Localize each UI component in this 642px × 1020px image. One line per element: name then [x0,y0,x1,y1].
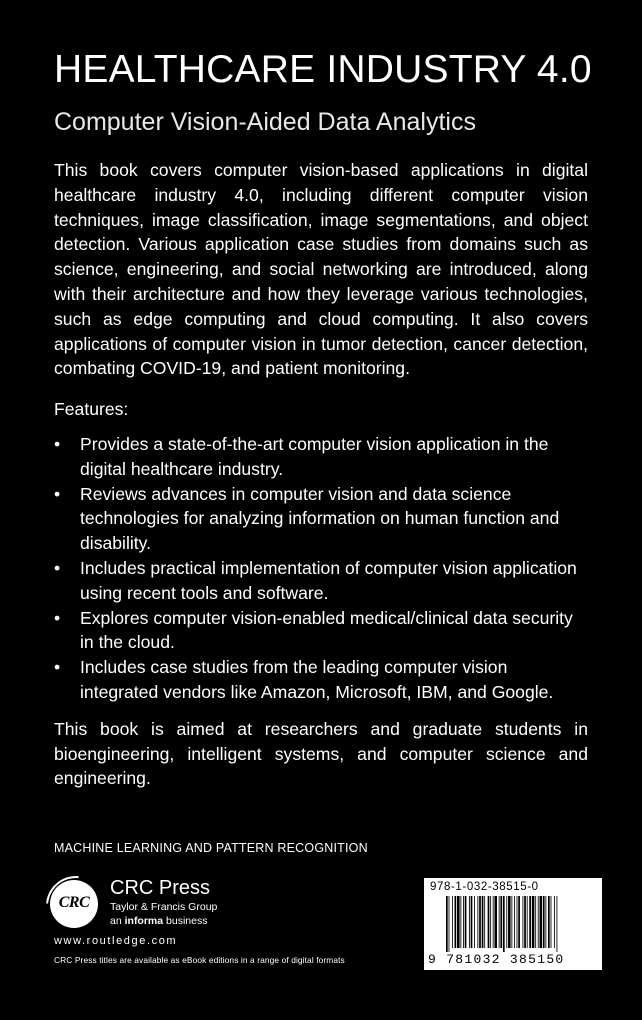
business-prefix: an [110,915,125,927]
barcode-bar [499,896,500,948]
barcode-bar [506,896,507,948]
barcode-bar [545,896,546,948]
barcode-bar [455,896,457,948]
barcode-bar [518,896,520,948]
barcode-bar [465,896,467,948]
barcode-bar [543,896,545,948]
back-cover-text [54,158,588,791]
barcode-bar [477,896,478,948]
barcode-bar [449,896,450,952]
barcode-bar [500,896,502,948]
isbn-barcode [424,878,602,970]
barcode-bar [532,896,535,948]
barcode-bar [529,896,531,948]
crc-logo-icon [50,880,98,928]
barcode-bar [452,896,453,948]
barcode-bar [474,896,475,948]
barcode-bars-icon [444,896,594,952]
barcode-bar [484,896,485,948]
feature-item: • Includes case studies from the leading computer vision integrated vendors like Amazon, Microsoft, IBM, and Google. [54,655,588,705]
publisher-business [110,916,207,927]
feature-item: • Reviews advances in computer vision and data science technologies for analyzing information on human function and disability. [54,482,588,556]
feature-item: • Explores computer vision-enabled medical/clinical data security in the cloud. [54,606,588,656]
logo-mark-text: CRC [58,894,90,911]
barcode-bar [523,896,524,948]
barcode-bar [482,896,484,948]
audience-statement: This book is aimed at researchers and graduate students in bioengineering, intelligent systems, and computer science and engineering. [54,718,588,789]
features-list [54,432,588,705]
barcode-bar [493,896,494,948]
barcode-bar [469,896,470,948]
barcode-bar [514,896,515,948]
barcode-bar [548,896,550,948]
publisher-name: CRC Press [110,877,211,899]
feature-item: • Includes practical implementation of computer vision application using recent tools and software. [54,556,588,606]
book-description: This book covers computer vision-based applications in digital healthcare industry 4.0, including different computer vision techniques, image classification, image segmentations, and object detection. Various application case studies from domains such as science, engineering, and social networking are introduced, along with their architecture and how they leverage various technologies, such as edge computing and cloud computing. It also covers applications of computer vision in tumor detection, cancer detection, combating COVID-19, and patient monitoring. [54,160,588,379]
barcode-bar [463,896,464,948]
barcode-bar [538,896,539,948]
business-brand: informa [124,915,164,927]
barcode-bar [479,896,481,948]
barcode-bar [457,896,460,948]
features-heading: Features: [54,399,129,420]
feature-item: • Provides a state-of-the-art computer vision application in the digital healthcare industry. [54,432,588,482]
barcode-bar [524,896,526,948]
barcode-bar [540,896,543,948]
barcode-bar [503,896,505,952]
barcode-bar [557,896,558,952]
barcode-bar [508,896,511,948]
business-suffix: business [163,915,208,927]
barcode-bar [488,896,490,948]
barcode-bar [551,896,552,948]
barcode-bar [554,896,555,948]
book-title: HEALTHCARE INDUSTRY 4.0 [54,48,592,91]
publisher-group: Taylor & Francis Group [110,901,218,913]
barcode-bar [511,896,512,948]
book-subtitle: Computer Vision-Aided Data Analytics [54,108,476,136]
barcode-bar [527,896,528,948]
isbn-digits: 9 781032 385150 [428,952,565,967]
barcode-bar [490,896,491,948]
barcode-bar [460,896,461,948]
series-name: MACHINE LEARNING AND PATTERN RECOGNITION [54,841,368,855]
isbn-number: 978-1-032-38515-0 [430,881,539,893]
barcode-bar [517,896,518,948]
ebook-note: CRC Press titles are available as eBook editions in a range of digital formats [54,955,345,965]
publisher-logo [50,874,310,934]
barcode-bar [446,896,448,952]
barcode-bar [471,896,473,948]
publisher-website: www.routledge.com [54,935,178,947]
barcode-bar [535,896,536,948]
barcode-bar [494,896,497,948]
